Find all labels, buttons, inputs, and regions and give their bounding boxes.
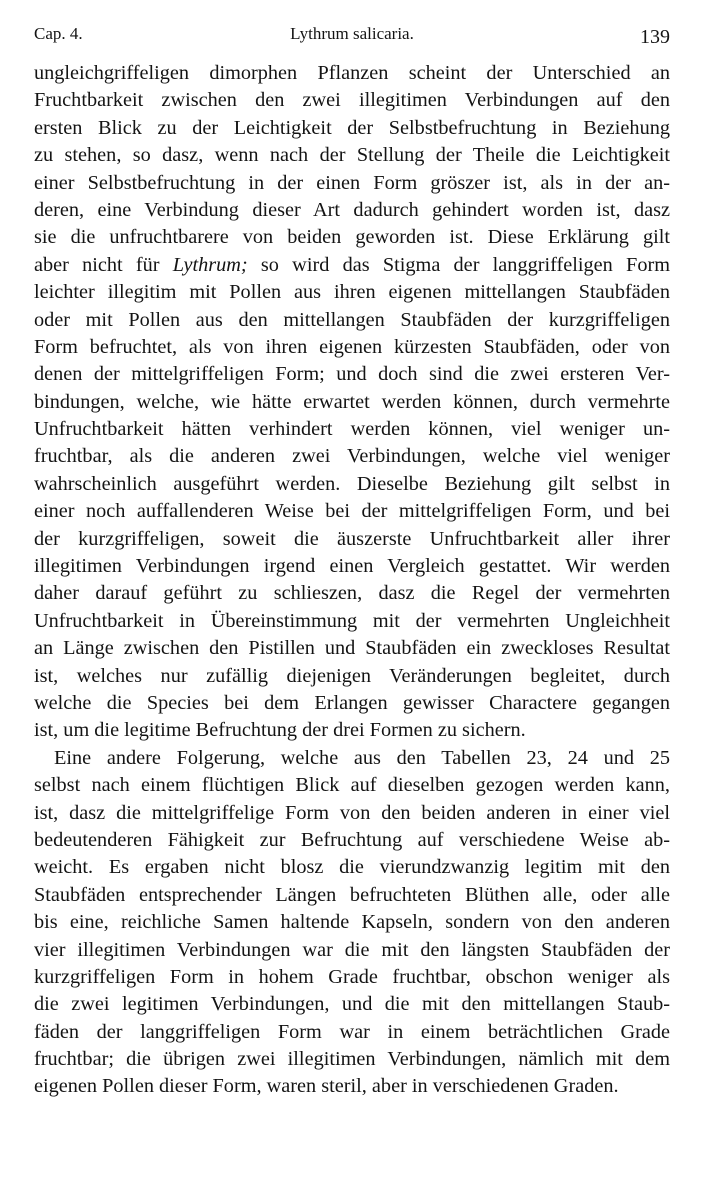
- text-line: einer noch auffallenderen Weise bei der mittelgriffeligen Form, und bei: [34, 500, 670, 523]
- text-line: einer Selbstbefruchtung in der einen Form gröszer ist, als in der an-: [34, 171, 670, 194]
- paragraph: [34, 60, 670, 745]
- body-text: [34, 60, 670, 1101]
- page-number: 139: [640, 26, 670, 48]
- text-line: fruchtbar; die übrigen zwei illegitimen Verbindungen, nämlich mit dem: [34, 1048, 670, 1071]
- text-line: an Länge zwischen den Pistillen und Staubfäden ein zweckloses Resultat: [34, 637, 670, 660]
- text-line: selbst nach einem flüchtigen Blick auf dieselben gezogen werden kann,: [34, 774, 670, 797]
- text-line: eigenen Pollen dieser Form, waren steril, aber in verschiedenen Graden.: [34, 1075, 619, 1098]
- genus-name: Lythrum;: [172, 253, 248, 276]
- text-line: die zwei legitimen Verbindungen, und die mit den mittellangen Staub-: [34, 993, 670, 1016]
- text-line: Staubfäden entsprechender Längen befruchteten Blüthen alle, oder alle: [34, 883, 670, 906]
- text-line: Unfruchtbarkeit hätten verhindert werden können, viel weniger un-: [34, 418, 670, 441]
- text-line: ist, um die legitime Befruchtung der drei Formen zu sichern.: [34, 719, 526, 742]
- text-line: ersten Blick zu der Leichtigkeit der Selbstbefruchtung in Beziehung: [34, 116, 670, 139]
- text-line: welche die Species bei dem Erlangen gewisser Charactere gegangen: [34, 691, 670, 714]
- text-line: bis eine, reichliche Samen haltende Kapseln, sondern von den anderen: [34, 911, 670, 934]
- text-line: kurzgriffeligen Form in hohem Grade fruchtbar, obschon weniger als: [34, 965, 670, 988]
- text-line: bedeutenderen Fähigkeit zur Befruchtung auf verschiedene Weise ab-: [34, 828, 670, 851]
- text-line: Eine andere Folgerung, welche aus den Tabellen 23, 24 und 25: [54, 746, 670, 769]
- text-line: sie die unfruchtbarere von beiden geworden ist. Diese Erklärung gilt: [34, 226, 670, 249]
- text-line: ungleichgriffeligen dimorphen Pflanzen scheint der Unterschied an: [34, 62, 670, 84]
- text-line: leichter illegitim mit Pollen aus ihren eigenen mittellangen Staubfäden: [34, 281, 670, 304]
- text-line: Form befruchtet, als von ihren eigenen kürzesten Staubfäden, oder von: [34, 335, 670, 358]
- text-line: zu stehen, so dasz, wenn nach der Stellung der Theile die Leichtigkeit: [34, 144, 670, 167]
- text-line: oder mit Pollen aus den mittellangen Staubfäden der kurzgriffeligen: [34, 308, 670, 331]
- text-line: aber nicht für Lythrum; so wird das Stigma der langgriffeligen Form: [34, 253, 670, 276]
- text-line: bindungen, welche, wie hätte erwartet werden können, durch vermehrte: [34, 390, 670, 413]
- running-title: Lythrum salicaria.: [290, 24, 414, 43]
- paragraph: [34, 745, 670, 1101]
- text-line: Fruchtbarkeit zwischen den zwei illegitimen Verbindungen auf den: [34, 89, 670, 112]
- chapter-label: Cap. 4.: [34, 24, 83, 43]
- running-head: [34, 22, 670, 54]
- text-line: deren, eine Verbindung dieser Art dadurch gehindert worden ist, dasz: [34, 198, 670, 221]
- text-line: wahrscheinlich ausgeführt werden. Dieselbe Beziehung gilt selbst in: [34, 472, 670, 495]
- text-line: der kurzgriffeligen, soweit die äuszerste Unfruchtbarkeit aller ihrer: [34, 527, 670, 550]
- text-line: denen der mittelgriffeligen Form; und doch sind die zwei ersteren Ver-: [34, 363, 670, 386]
- book-page: [34, 22, 670, 1101]
- text-line: illegitimen Verbindungen irgend einen Vergleich gestattet. Wir werden: [34, 555, 670, 578]
- text-line: vier illegitimen Verbindungen war die mit den längsten Staubfäden der: [34, 938, 670, 961]
- text-line: fäden der langgriffeligen Form war in einem beträchtlichen Grade: [34, 1020, 670, 1043]
- text-line: fruchtbar, als die anderen zwei Verbindungen, welche viel weniger: [34, 445, 670, 468]
- text-line: weicht. Es ergaben nicht blosz die vierundzwanzig legitim mit den: [34, 856, 670, 879]
- text-line: Unfruchtbarkeit in Übereinstimmung mit der vermehrten Ungleichheit: [34, 609, 670, 632]
- text-line: daher darauf geführt zu schlieszen, dasz die Regel der vermehrten: [34, 582, 670, 605]
- text-line: ist, welches nur zufällig diejenigen Veränderungen begleitet, durch: [34, 664, 670, 687]
- text-line: ist, dasz die mittelgriffelige Form von den beiden anderen in einer viel: [34, 801, 670, 824]
